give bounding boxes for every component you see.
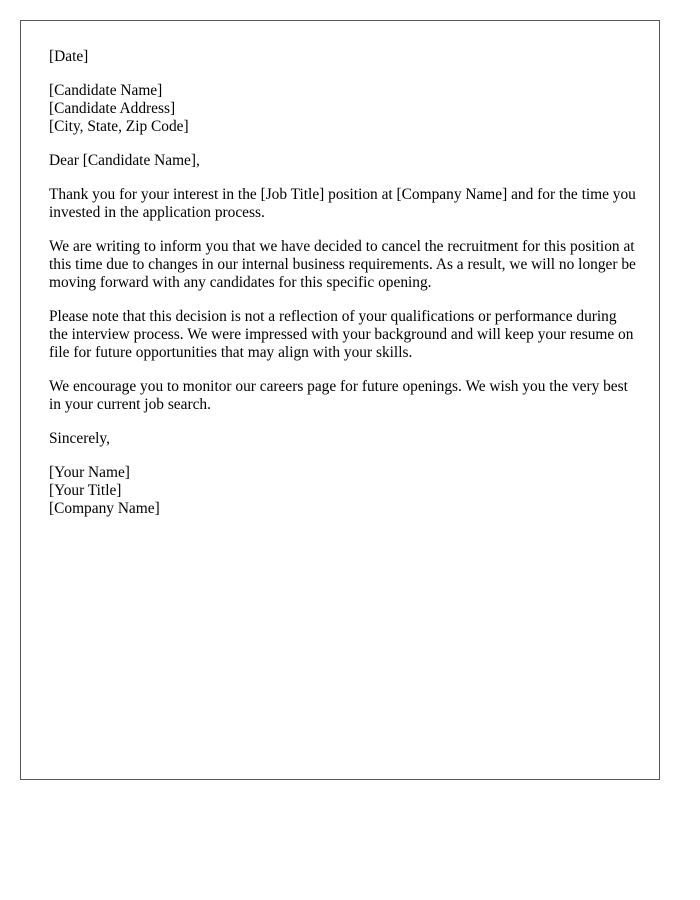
signature-company: [Company Name]	[49, 500, 160, 517]
signature-name: [Your Name]	[49, 464, 130, 481]
letter-page	[20, 20, 660, 780]
recipient-block	[49, 82, 639, 136]
paragraph-encouragement: We encourage you to monitor our careers page for future openings. We wish you the very best in your current job search.	[49, 378, 628, 413]
salutation: Dear [Candidate Name],	[49, 152, 200, 169]
recipient-name: [Candidate Name]	[49, 82, 163, 99]
paragraph-note: Please note that this decision is not a reflection of your qualifications or performance during the interview process. We were impressed with your background and will keep your resume on file for future opportunities that may align with your skills.	[49, 308, 634, 361]
recipient-address: [Candidate Address]	[49, 100, 176, 117]
closing: Sincerely,	[49, 430, 110, 447]
date-block	[49, 48, 639, 66]
paragraph-thanks: Thank you for your interest in the [Job Title] position at [Company Name] and for the time you invested in the application process.	[49, 186, 636, 221]
signature-block	[49, 464, 639, 518]
signature-title: [Your Title]	[49, 482, 122, 499]
recipient-city-state-zip: [City, State, Zip Code]	[49, 118, 189, 135]
salutation-block	[49, 152, 639, 170]
letter-body	[49, 48, 639, 534]
closing-block	[49, 430, 639, 448]
paragraph-cancellation: We are writing to inform you that we have decided to cancel the recruitment for this position at this time due to changes in our internal business requirements. As a result, we will no longer be moving forward with any candidates for this specific opening.	[49, 238, 636, 291]
letter-date: [Date]	[49, 48, 89, 65]
